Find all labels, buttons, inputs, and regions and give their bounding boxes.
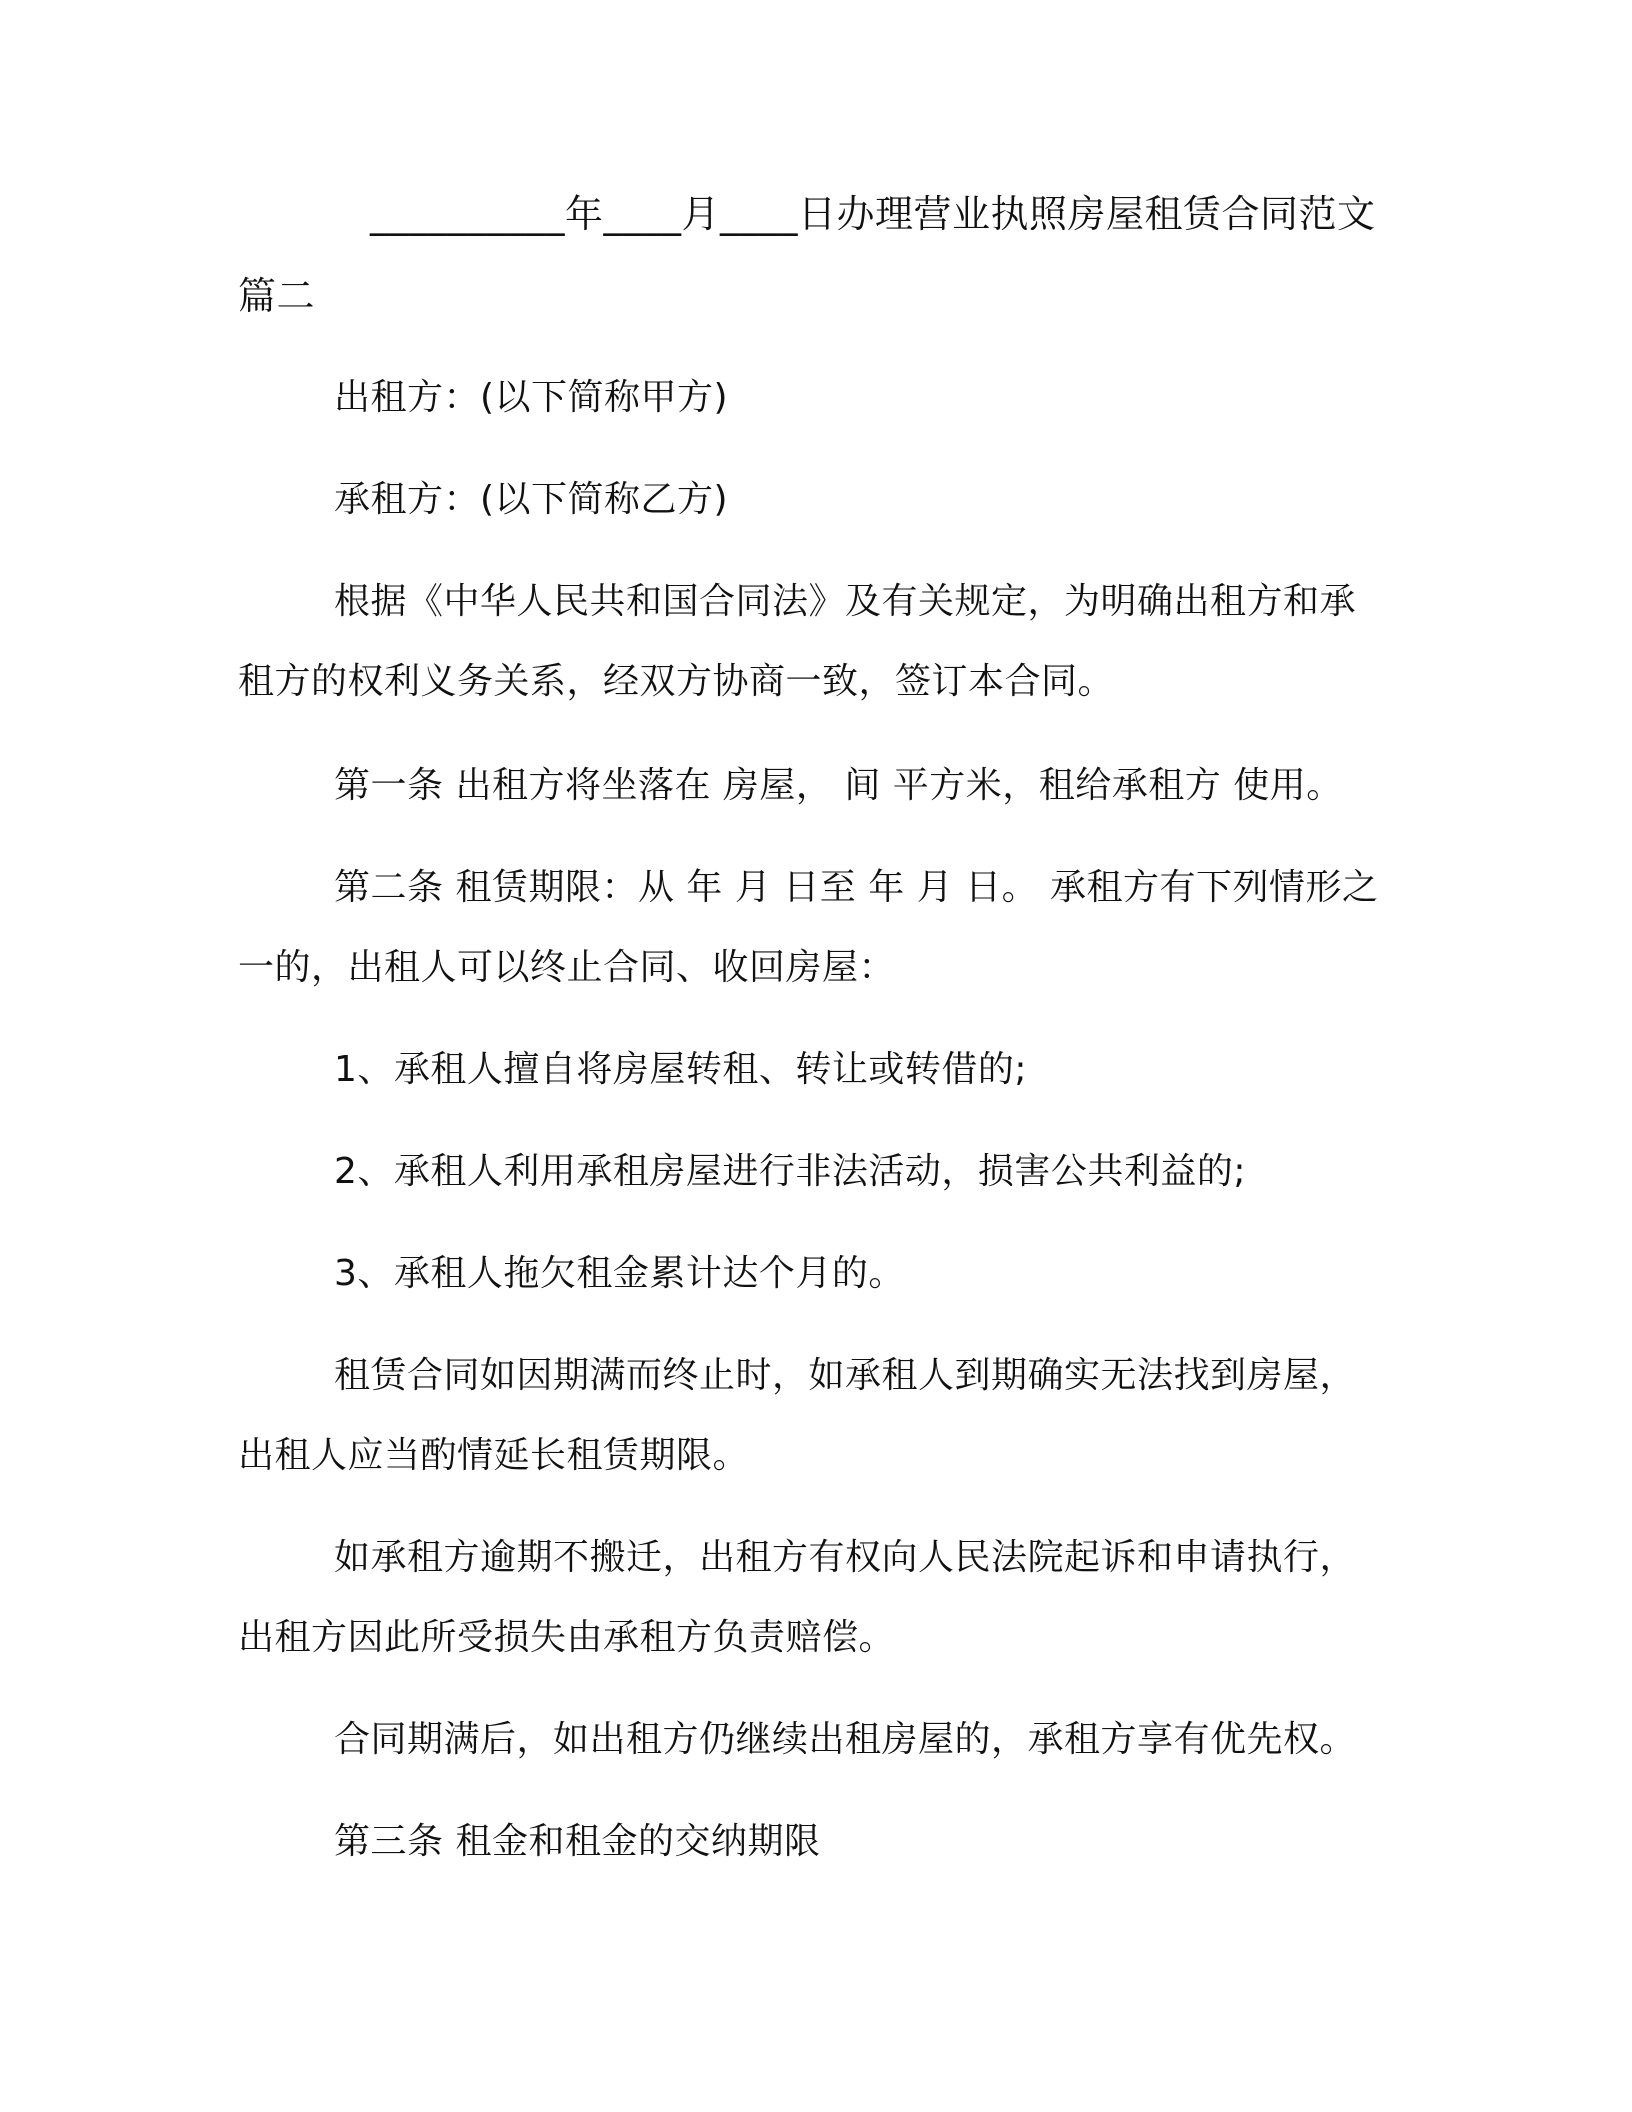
- lessor-line: 出租方：(以下简称甲方): [334, 377, 729, 418]
- title-line-1: __________年____月____日办理营业执照房屋租赁合同范文: [370, 192, 1376, 236]
- article-3-heading: 第三条 租金和租金的交纳期限: [334, 1821, 821, 1862]
- title-line-2: 篇二: [238, 274, 316, 318]
- basis-line-2: 租方的权利义务关系，经双方协商一致，签订本合同。: [238, 661, 1115, 702]
- overdue-line-2: 出租方因此所受损失由承租方负责赔偿。: [238, 1617, 896, 1658]
- termination-item-3: 3、承租人拖欠租金累计达个月的。: [334, 1253, 905, 1294]
- termination-item-2: 2、承租人利用承租房屋进行非法活动，损害公共利益的;: [334, 1151, 1247, 1192]
- basis-line-1: 根据《中华人民共和国合同法》及有关规定，为明确出租方和承: [334, 581, 1357, 622]
- expiry-line-1: 租赁合同如因期满而终止时，如承租人到期确实无法找到房屋，: [334, 1355, 1357, 1396]
- lessee-line: 承租方：(以下简称乙方): [334, 479, 729, 520]
- overdue-line-1: 如承租方逾期不搬迁，出租方有权向人民法院起诉和申请执行，: [334, 1537, 1357, 1578]
- termination-item-1: 1、承租人擅自将房屋转租、转让或转借的;: [334, 1049, 1028, 1090]
- article-1: 第一条 出租方将坐落在 房屋， 间 平方米，租给承租方 使用。: [334, 765, 1343, 806]
- expiry-line-2: 出租人应当酌情延长租赁期限。: [238, 1435, 750, 1476]
- priority-line: 合同期满后，如出租方仍继续出租房屋的，承租方享有优先权。: [334, 1719, 1357, 1760]
- article-2-line-1: 第二条 租赁期限：从 年 月 日至 年 月 日。 承租方有下列情形之: [334, 867, 1379, 908]
- article-2-line-2: 一的，出租人可以终止合同、收回房屋：: [238, 947, 896, 988]
